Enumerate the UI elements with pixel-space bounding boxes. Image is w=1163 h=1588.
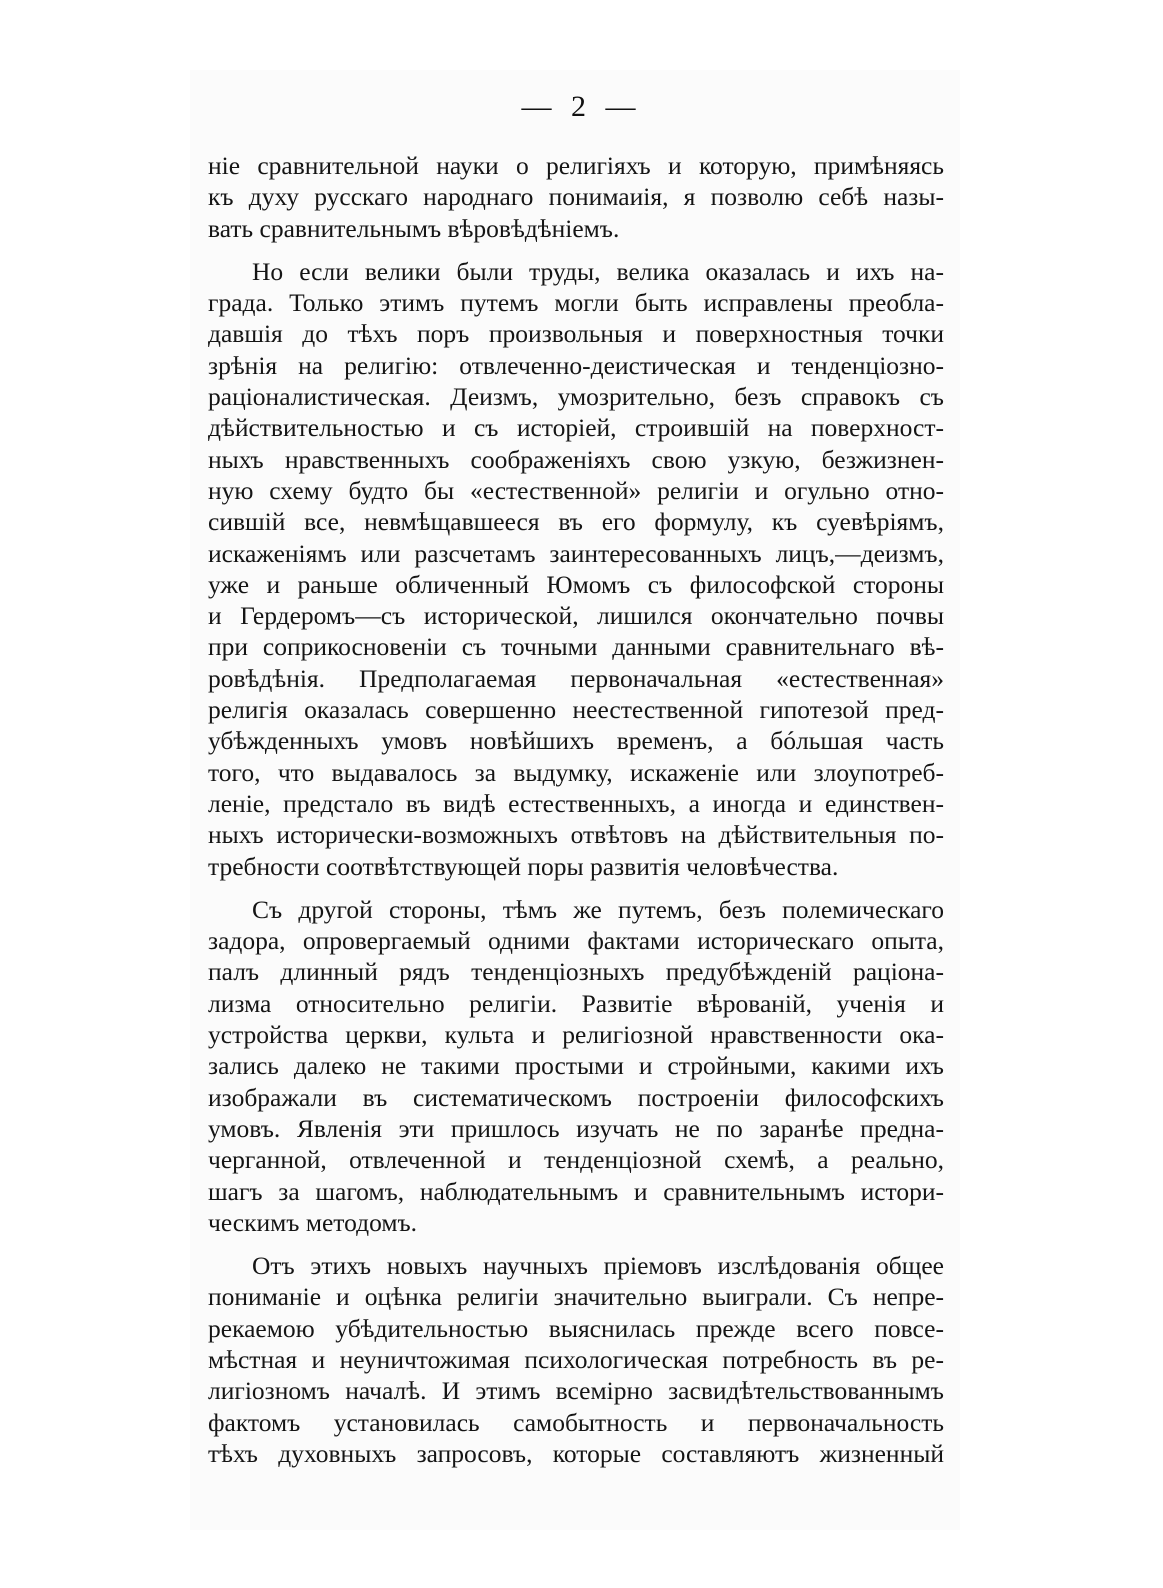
text-line: лигіозномъ началѣ. И этимъ всемірно засвидѣтельствованнымъ <box>208 1376 944 1406</box>
text-line: устройства церкви, культа и религіозной нравственности ока- <box>208 1020 944 1050</box>
paragraph-2 <box>208 256 944 882</box>
text-line: при соприкосновеніи съ точными данными сравнительнаго вѣ- <box>208 632 944 662</box>
text-line: и Гердеромъ—съ исторической, лишился окончательно почвы <box>208 601 944 631</box>
text-line: града. Только этимъ путемъ могли быть исправлены преобла- <box>208 288 944 318</box>
text-line: требности соотвѣтствующей поры развитія человѣчества. <box>208 851 839 881</box>
page-number: — 2 — <box>521 90 642 123</box>
text-line: того, что выдавалось за выдумку, искаженіе или злоупотреб- <box>208 757 944 787</box>
text-line: черганной, отвлеченной и тенденціозной схемѣ, а реально, <box>208 1145 944 1175</box>
text-line: палъ длинный рядъ тенденціозныхъ предубѣжденій раціона- <box>208 957 944 987</box>
text-line: тѣхъ духовныхъ запросовъ, которые составляютъ жизненный <box>208 1438 944 1468</box>
text-line: шагъ за шагомъ, наблюдательнымъ и сравнительнымъ истори- <box>208 1176 944 1206</box>
text-line: фактомъ установилась самобытность и первоначальность <box>208 1407 944 1437</box>
text-line: леніе, предстало въ видѣ естественныхъ, а иногда и единствен- <box>208 788 944 818</box>
text-line: давшія до тѣхъ поръ произвольныя и поверхностныя точки <box>208 319 944 349</box>
text-line: рекаемою убѣдительностью выяснилась прежде всего повсе- <box>208 1313 944 1343</box>
text-line: ровѣдѣнія. Предполагаемая первоначальная «естественная» <box>208 663 944 693</box>
text-line: къ духу русскаго народнаго понимаиія, я позволю себѣ назы- <box>208 182 944 212</box>
text-line: умовъ. Явленія эти пришлось изучать не по заранѣе предна- <box>208 1113 944 1143</box>
text-line: искаженіямъ или разсчетамъ заинтересованныхъ лицъ,—деизмъ, <box>208 538 944 568</box>
text-line: лизма относительно религіи. Развитіе вѣрованій, ученія и <box>208 988 944 1018</box>
text-line: убѣжденныхъ умовъ новѣйшихъ временъ, а бóльшая часть <box>208 726 944 756</box>
text-line: уже и раньше обличенный Юмомъ съ философской стороны <box>208 569 944 599</box>
paragraph-3 <box>208 894 944 1238</box>
text-line: изображали въ систематическомъ построеніи философскихъ <box>208 1082 944 1112</box>
text-line: мѣстная и неуничтожимая психологическая потребность въ ре- <box>208 1344 944 1374</box>
text-line: вать сравнительнымъ вѣровѣдѣніемъ. <box>208 213 620 243</box>
text-line: дѣйствительностью и съ исторіей, строившій на поверхност- <box>208 413 944 443</box>
text-line: религія оказалась совершенно неестественной гипотезой пред- <box>208 695 944 725</box>
text-line: ческимъ методомъ. <box>208 1207 418 1237</box>
text-line: Отъ этихъ новыхъ научныхъ пріемовъ изслѣдованія общее <box>252 1251 944 1281</box>
text-line: раціоналистическая. Деизмъ, умозрительно, безъ справокъ съ <box>208 382 944 412</box>
paragraph-1 <box>208 150 944 244</box>
text-line: ныхъ нравственныхъ соображеніяхъ свою узкую, безжизнен- <box>208 444 944 474</box>
text-line: Съ другой стороны, тѣмъ же путемъ, безъ полемическаго <box>252 894 944 924</box>
text-line: зрѣнія на религію: отвлеченно-деистическая и тенденціозно- <box>208 350 944 380</box>
text-line: пониманіе и оцѣнка религіи значительно выиграли. Съ непре- <box>208 1282 944 1312</box>
text-line: ную схему будто бы «естественной» религіи и огульно отно- <box>208 475 944 505</box>
text-line: Но если велики были труды, велика оказалась и ихъ на- <box>252 256 944 286</box>
text-line: ныхъ исторически-возможныхъ отвѣтовъ на дѣйствительныя по- <box>208 820 944 850</box>
text-line: задора, опровергаемый одними фактами историческаго опыта, <box>208 926 944 956</box>
text-line: зались далеко не такими простыми и стройными, какими ихъ <box>208 1051 944 1081</box>
text-line: сившій все, невмѣщавшееся въ его формулу, къ суевѣріямъ, <box>208 507 944 537</box>
paragraph-4 <box>208 1250 944 1469</box>
text-line: ніе сравнительной науки о религіяхъ и которую, примѣняясь <box>208 151 944 180</box>
body-text <box>208 150 944 1481</box>
